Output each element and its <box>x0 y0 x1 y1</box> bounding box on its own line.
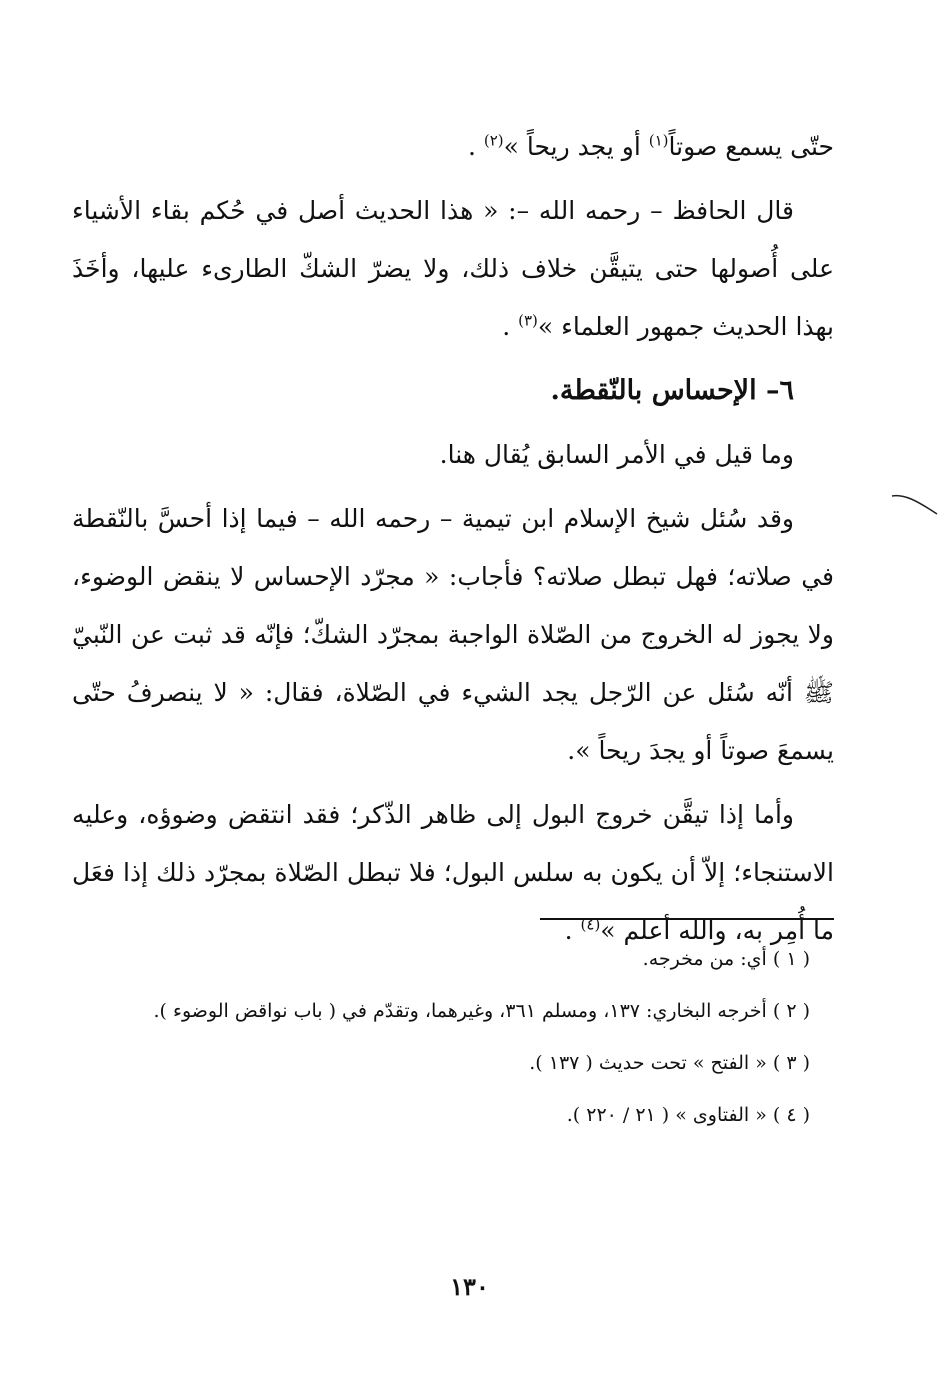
footnote-2: ( ٢ ) أخرجه البخاري: ١٣٧، ومسلم ٣٦١، وغيرهما، وتقدّم في ( باب نواقض الوضوء ). <box>153 1000 810 1022</box>
paragraph-1 <box>72 118 834 176</box>
page-body <box>72 118 834 966</box>
paragraph-2-text: قال الحافظ – رحمه الله –: « هذا الحديث أصل في حُكم بقاء الأشياء على أُصولها حتى يتيقَّن خلاف ذلك، ولا يضرّ الشكّ الطارىء عليها، وأخَذَ بهذا الحديث جمهور العلماء » <box>72 196 834 341</box>
footnote-ref-1: (١) <box>648 131 669 150</box>
paragraph-1-end: . <box>467 132 484 161</box>
paragraph-5 <box>72 786 834 960</box>
footnote-1: ( ١ ) أي: من مخرجه. <box>642 948 810 970</box>
paragraph-5-end: . <box>564 916 581 945</box>
paragraph-4: وقد سُئل شيخ الإسلام ابن تيمية – رحمه الله – فيما إذا أحسَّ بالنّقطة في صلاته؛ فهل تبطل صلاته؟ فأجاب: « مجرّد الإحساس لا ينقض الوضوء، ولا يجوز له الخروج من الصّلاة الواجبة بمجرّد الشكّ؛ فإنّه قد ثبت عن النّبيّ ﷺ أنّه سُئل عن الرّجل يجد الشيء في الصّلاة، فقال: « لا ينصرفُ حتّى يسمعَ صوتاً أو يجدَ ريحاً ». <box>72 504 834 765</box>
footnote-3: ( ٣ ) « الفتح » تحت حديث ( ١٣٧ ). <box>529 1052 810 1074</box>
footnote-ref-2: (٢) <box>483 131 504 150</box>
footnote-ref-3: (٣) <box>518 311 538 330</box>
paragraph-5-text: وأما إذا تيقَّن خروج البول إلى ظاهر الذّكر؛ فقد انتقض وضوؤه، وعليه الاستنجاء؛ إلاّ أن يكون به سلس البول؛ فلا تبطل الصّلاة بمجرّد ذلك إذا فعَل ما أُمِر به، والله أعلم » <box>72 800 834 945</box>
paragraph-3: وما قيل في الأمر السابق يُقال هنا. <box>439 440 794 469</box>
paragraph-2 <box>72 182 834 356</box>
margin-pen-mark <box>890 490 939 520</box>
footnote-divider <box>540 918 834 920</box>
paragraph-1-text: حتّى يسمع صوتاً <box>668 132 834 161</box>
section-heading: ٦– الإحساس بالنّقطة. <box>550 375 794 406</box>
paragraph-1-text-2: أو يجد ريحاً » <box>503 132 649 161</box>
footnote-4: ( ٤ ) « الفتاوى » ( ٢١ / ٢٢٠ ). <box>566 1104 810 1126</box>
footnotes <box>72 938 834 1146</box>
paragraph-2-end: . <box>502 312 519 341</box>
page-number: ١٣٠ <box>450 1272 489 1301</box>
footnote-ref-4: (٤) <box>580 915 601 934</box>
